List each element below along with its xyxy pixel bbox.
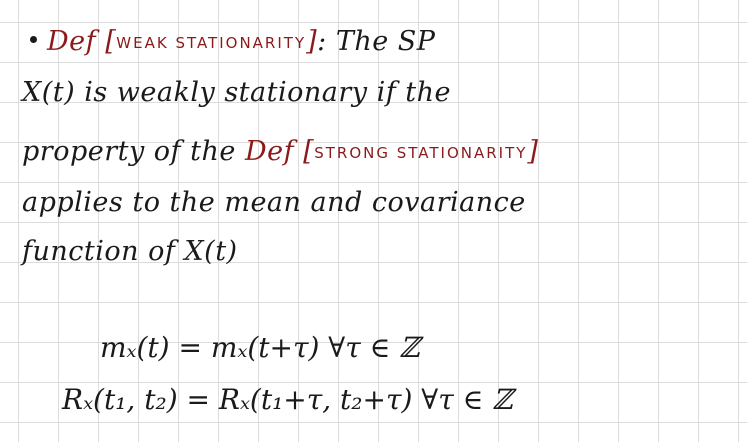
bracket-open: [ [105,26,117,57]
bracket-close-strong: ] [527,136,539,167]
definition-rest: : The SP [317,26,436,57]
strong-stationarity-term: STRONG STATIONARITY [314,144,528,162]
definition-line-5: function of X(t) [22,236,238,267]
bracket-close: ] [306,26,318,57]
definition-line-3 [22,132,538,173]
bullet-point [30,36,37,43]
def-label-strong: Def [244,136,295,167]
mean-equation: mₓ(t) = mₓ(t+τ) ∀τ ∈ ℤ [100,331,420,364]
definition-line-2: X(t) is weakly stationary if the [22,77,452,108]
autocorrelation-equation: Rₓ(t₁, t₂) = Rₓ(t₁+τ, t₂+τ) ∀τ ∈ ℤ [62,383,513,416]
def-label: Def [47,26,97,57]
bracket-open-strong: [ [303,136,315,167]
weak-stationarity-term: WEAK STATIONARITY [116,34,307,52]
definition-line-1 [22,22,435,63]
definition-line-4: applies to the mean and covariance [22,187,526,218]
property-text: property of the [22,136,236,167]
